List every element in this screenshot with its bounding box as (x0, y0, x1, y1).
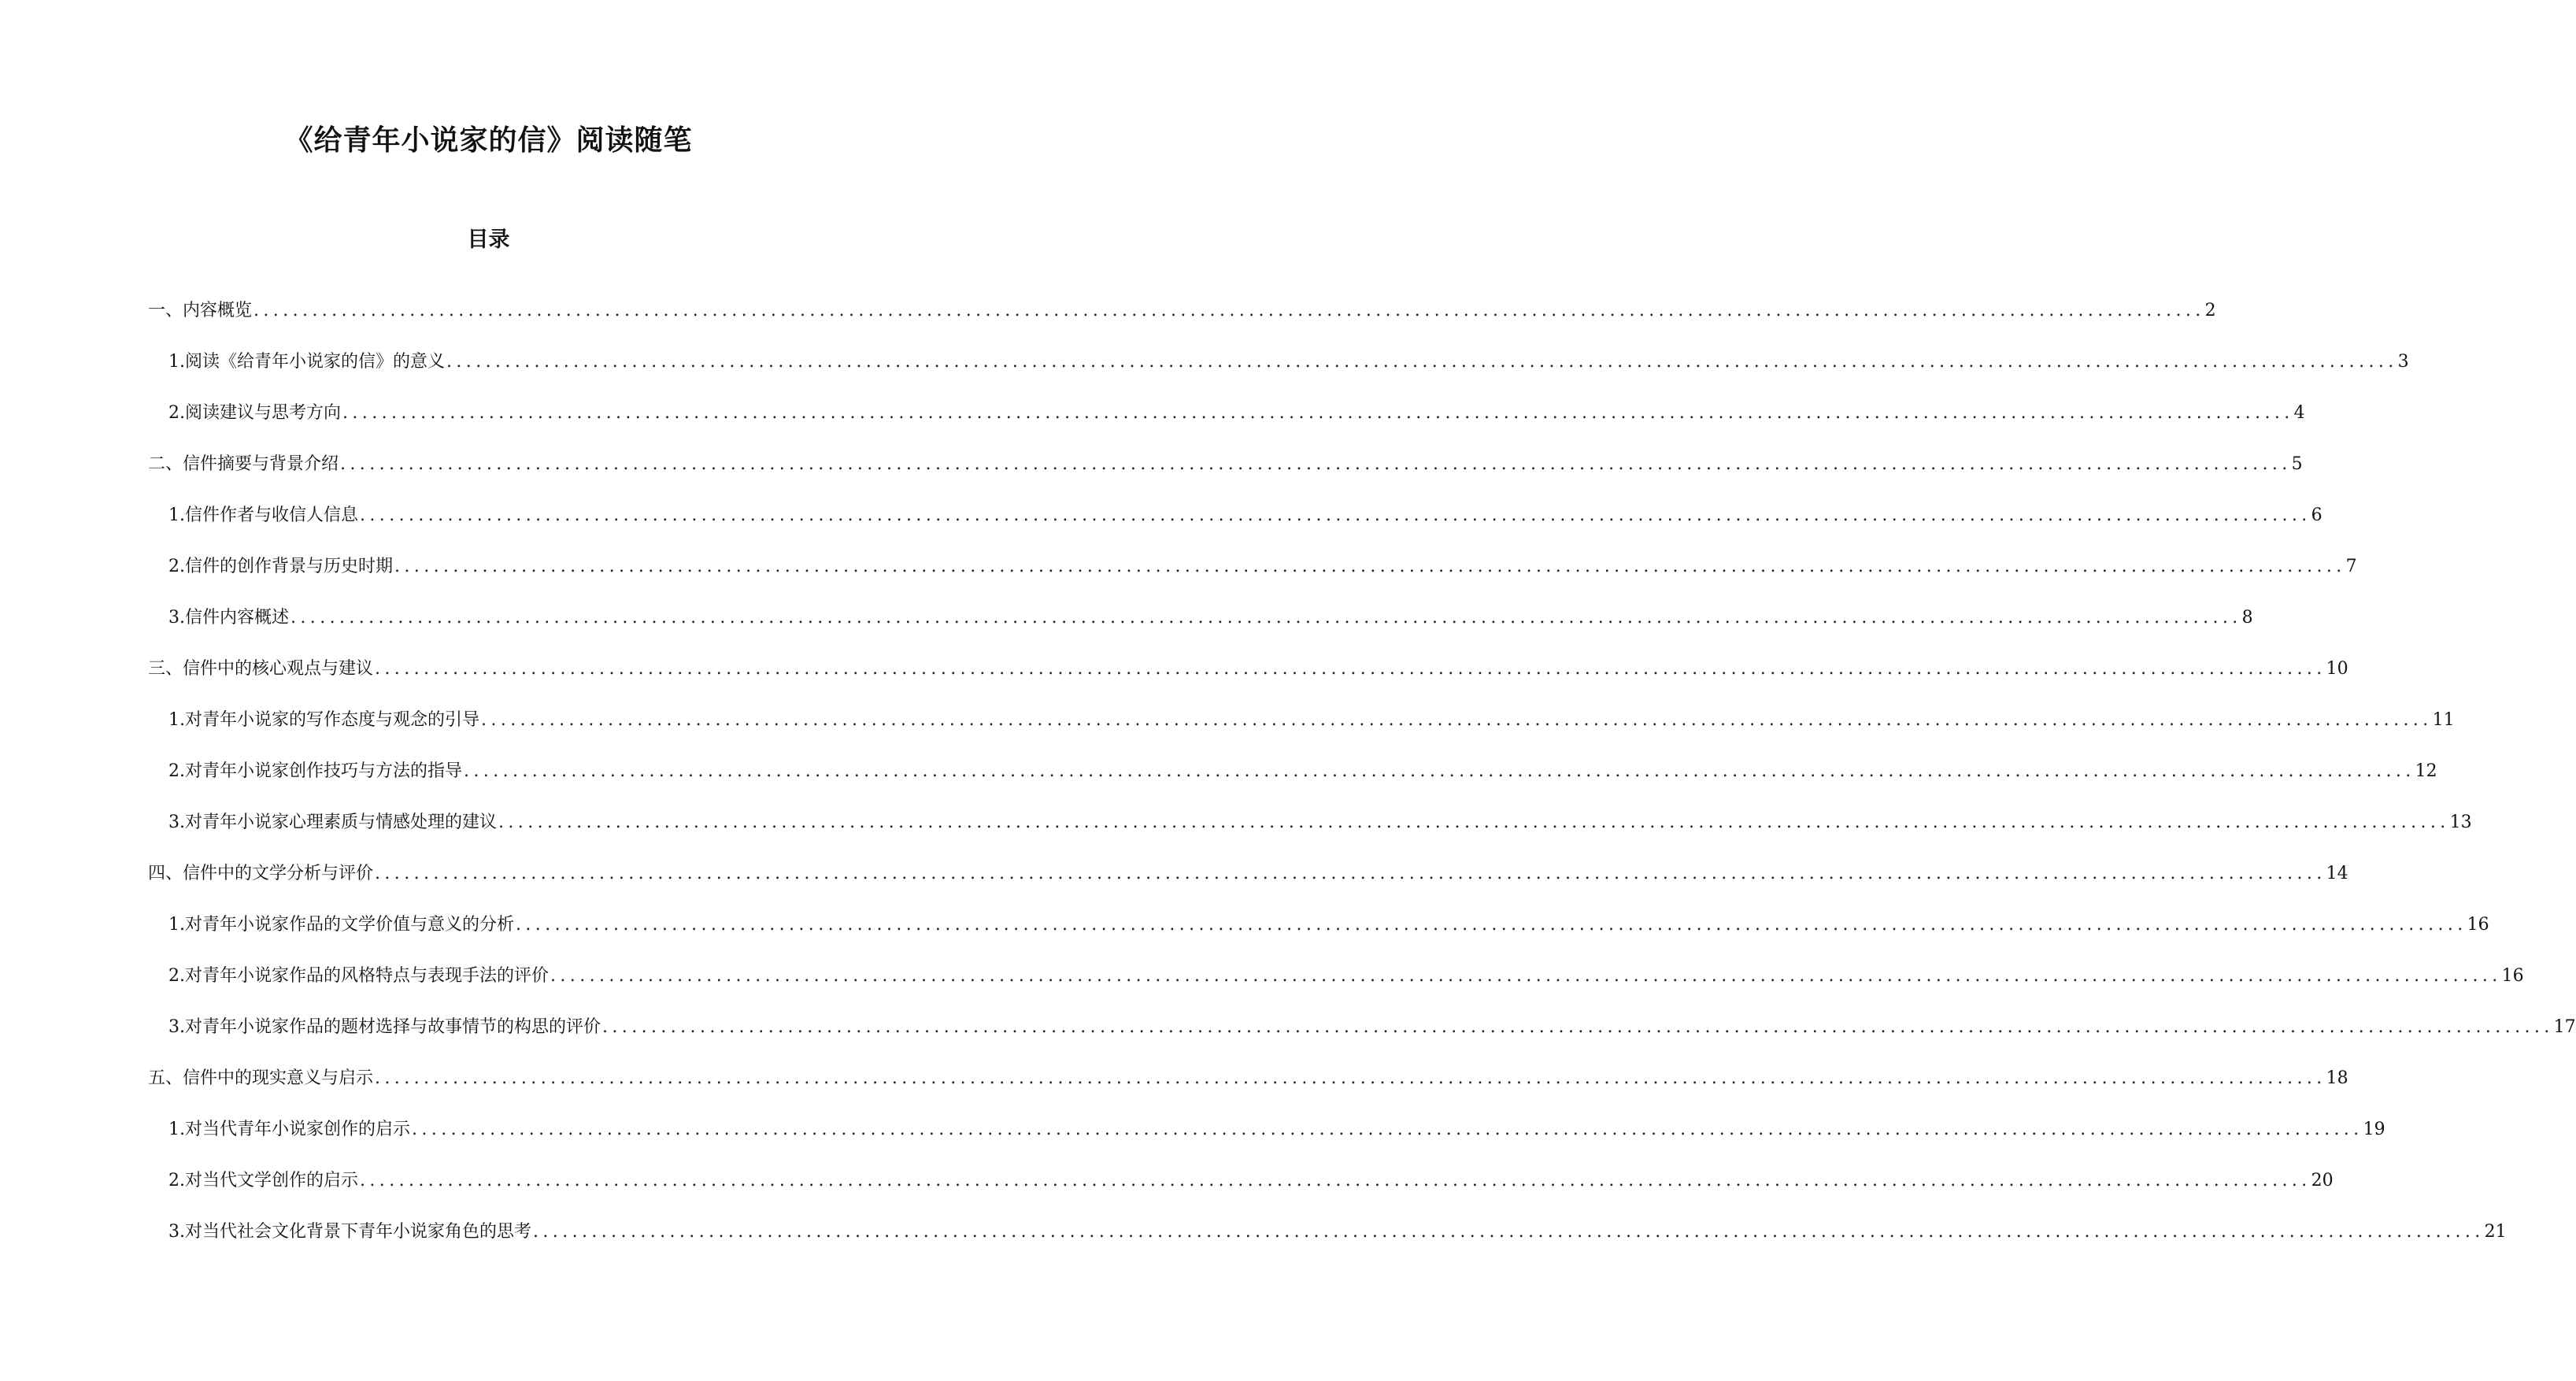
toc-dot-leader: ........................................................................................................................................................................................................ (375, 864, 2326, 883)
toc-dot-leader: ........................................................................................................................................................................................................ (550, 966, 2502, 986)
toc-entry[interactable] (168, 1016, 2576, 1067)
toc-entry-page-number: 20 (2311, 1171, 2334, 1190)
toc-dot-leader: ........................................................................................................................................................................................................ (254, 301, 2205, 320)
toc-entry-title: 对青年小说家作品的题材选择与故事情节的构思的评价 (185, 1017, 601, 1037)
toc-entry[interactable] (168, 402, 2305, 453)
toc-entry[interactable] (168, 504, 2322, 555)
toc-entry-title: 对青年小说家的写作态度与观念的引导 (185, 710, 480, 730)
toc-entry-number: 1. (168, 915, 185, 935)
toc-entry[interactable] (168, 1169, 2334, 1220)
toc-entry-title: 对青年小说家创作技巧与方法的指导 (185, 761, 463, 781)
toc-entry-title: 对当代文学创作的启示 (185, 1171, 359, 1190)
toc-entry[interactable] (168, 350, 2409, 402)
toc-entry-number: 1. (168, 710, 185, 730)
toc-entry-page-number: 6 (2311, 505, 2322, 525)
toc-entry-page-number: 21 (2484, 1222, 2507, 1242)
toc-dot-leader: ........................................................................................................................................................................................................ (394, 557, 2346, 576)
toc-entry-page-number: 16 (2467, 915, 2489, 935)
toc-entry[interactable] (168, 1220, 2507, 1272)
toc-entry-page-number: 7 (2345, 557, 2357, 576)
toc-entry[interactable] (168, 760, 2437, 811)
toc-entry-page-number: 4 (2293, 403, 2305, 423)
toc-entry-title: 对当代青年小说家创作的启示 (185, 1120, 411, 1139)
toc-dot-leader: ........................................................................................................................................................................................................ (516, 915, 2467, 935)
toc-dot-leader: ........................................................................................................................................................................................................ (375, 659, 2326, 679)
toc-entry-title: 二、信件摘要与背景介绍 (148, 454, 339, 474)
toc-dot-leader: ........................................................................................................................................................................................................ (498, 813, 2450, 832)
toc-entry-number: 1. (168, 352, 185, 372)
toc-entry-number: 2. (168, 557, 185, 576)
toc-dot-leader: ........................................................................................................................................................................................................ (340, 454, 2292, 474)
toc-entry-title: 信件的创作背景与历史时期 (185, 557, 394, 576)
toc-dot-leader: ........................................................................................................................................................................................................ (481, 710, 2433, 730)
toc-entry-page-number: 18 (2326, 1068, 2348, 1088)
toc-entry-title: 信件作者与收信人信息 (185, 505, 359, 525)
toc-entry-number: 1. (168, 505, 185, 525)
document-title: 《给青年小说家的信》阅读随笔 (284, 124, 693, 157)
toc-entry-number: 3. (168, 608, 185, 628)
toc-entry-page-number: 13 (2449, 813, 2472, 832)
toc-entry-page-number: 2 (2204, 301, 2216, 320)
toc-entry-page-number: 14 (2326, 864, 2348, 883)
toc-dot-leader: ........................................................................................................................................................................................................ (464, 761, 2415, 781)
toc-entry[interactable] (148, 453, 2303, 504)
toc-entry[interactable] (168, 811, 2472, 862)
toc-entry-title: 三、信件中的核心观点与建议 (148, 659, 374, 679)
toc-entry[interactable] (148, 299, 2216, 350)
toc-entry-title: 五、信件中的现实意义与启示 (148, 1068, 374, 1088)
toc-entry-title: 四、信件中的文学分析与评价 (148, 864, 374, 883)
toc-dot-leader: ........................................................................................................................................................................................................ (412, 1120, 2363, 1139)
toc-entry-title: 一、内容概览 (148, 301, 253, 320)
toc-entry[interactable] (148, 862, 2348, 913)
toc-entry-page-number: 5 (2291, 454, 2303, 474)
toc-entry-title: 阅读建议与思考方向 (185, 403, 342, 423)
toc-entry-number: 3. (168, 813, 185, 832)
toc-entry-number: 3. (168, 1017, 185, 1037)
toc-entry-title: 对青年小说家作品的风格特点与表现手法的评价 (185, 966, 550, 986)
toc-entry[interactable] (148, 657, 2348, 709)
toc-entry-title: 信件内容概述 (185, 608, 290, 628)
toc-dot-leader: ........................................................................................................................................................................................................ (375, 1068, 2326, 1088)
toc-entry-title: 对当代社会文化背景下青年小说家角色的思考 (185, 1222, 532, 1242)
toc-entry-title: 阅读《给青年小说家的信》的意义 (185, 352, 446, 372)
toc-entry-page-number: 8 (2241, 608, 2253, 628)
toc-dot-leader: ........................................................................................................................................................................................................ (360, 505, 2311, 525)
toc-entry[interactable] (148, 1067, 2348, 1118)
toc-dot-leader: ........................................................................................................................................................................................................ (533, 1222, 2485, 1242)
toc-dot-leader: ........................................................................................................................................................................................................ (602, 1017, 2554, 1037)
toc-dot-leader: ........................................................................................................................................................................................................ (291, 608, 2242, 628)
toc-entry-number: 2. (168, 761, 185, 781)
toc-entry-number: 2. (168, 966, 185, 986)
toc-entry-number: 1. (168, 1120, 185, 1139)
toc-dot-leader: ........................................................................................................................................................................................................ (360, 1171, 2311, 1190)
toc-entry[interactable] (168, 606, 2253, 657)
toc-entry-page-number: 10 (2326, 659, 2348, 679)
toc-entry-page-number: 3 (2397, 352, 2409, 372)
toc-entry-number: 3. (168, 1222, 185, 1242)
toc-entry[interactable] (168, 1118, 2385, 1169)
toc-entry-title: 对青年小说家作品的文学价值与意义的分析 (185, 915, 515, 935)
toc-dot-leader: ........................................................................................................................................................................................................ (342, 403, 2294, 423)
toc-entry[interactable] (168, 913, 2489, 964)
table-of-contents (0, 299, 2576, 1272)
toc-heading: 目录 (467, 228, 510, 252)
toc-entry-number: 2. (168, 1171, 185, 1190)
toc-entry-page-number: 11 (2432, 710, 2455, 730)
toc-entry[interactable] (168, 709, 2455, 760)
toc-entry-number: 2. (168, 403, 185, 423)
toc-entry-page-number: 17 (2553, 1017, 2576, 1037)
toc-entry-title: 对青年小说家心理素质与情感处理的建议 (185, 813, 498, 832)
toc-entry-page-number: 16 (2501, 966, 2524, 986)
toc-dot-leader: ........................................................................................................................................................................................................ (446, 352, 2398, 372)
toc-entry-page-number: 12 (2415, 761, 2437, 781)
toc-entry[interactable] (168, 964, 2524, 1016)
toc-entry-page-number: 19 (2363, 1120, 2385, 1139)
toc-entry[interactable] (168, 555, 2357, 606)
